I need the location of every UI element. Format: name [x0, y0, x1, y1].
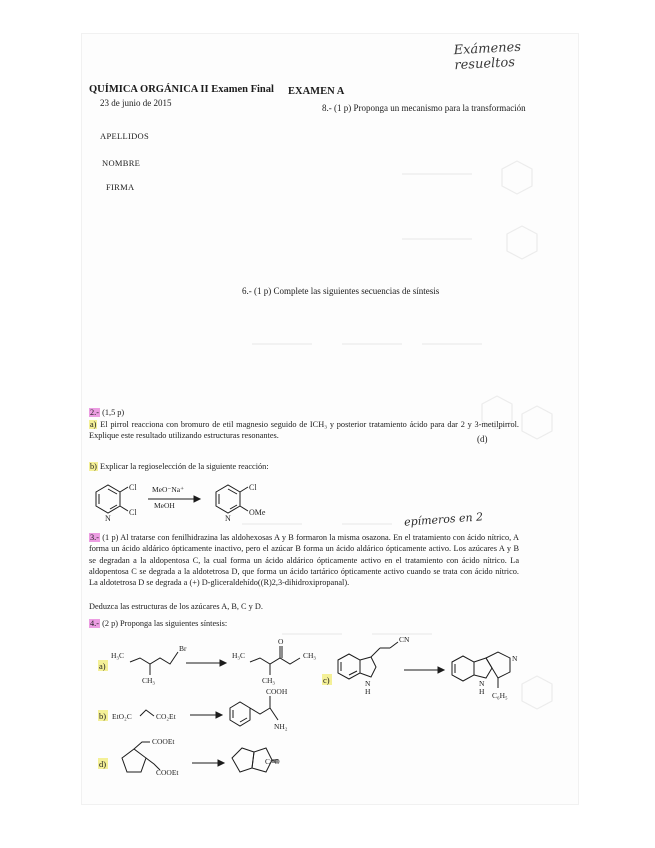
c-start-h: H	[365, 687, 371, 696]
c-start-cn: CN	[399, 635, 410, 644]
question-4-header	[89, 618, 519, 629]
exam-version: EXAMEN A	[288, 86, 345, 97]
b-start-co2et: CO₂Et	[156, 712, 176, 721]
atom-n: N	[105, 514, 111, 522]
question-2-points: (1,5 p)	[102, 408, 125, 417]
question-2b-text: Explicar la regioselección de la siguiente reacción:	[100, 462, 269, 471]
d-cooet-top: COOEt	[152, 737, 175, 746]
a-start-ch3: CH₃	[142, 676, 156, 685]
c-product-h: H	[479, 687, 485, 696]
question-2a	[89, 419, 519, 442]
product-atom-cl: Cl	[249, 483, 257, 492]
question-3-number: 3.-	[90, 533, 99, 542]
question-2-header	[89, 407, 519, 418]
atom-cl-top: Cl	[129, 483, 137, 492]
a-product-oxygen: O	[278, 637, 284, 646]
label-4c: c)	[323, 675, 330, 685]
handwritten-note-header: Exámenes resueltos	[453, 39, 522, 74]
d-product-ketone: C=O	[265, 757, 280, 766]
atom-cl-bottom: Cl	[129, 508, 137, 517]
label-4b: b)	[99, 711, 107, 721]
exam-date: 23 de junio de 2015	[100, 98, 172, 108]
question-3-conclusion: Deduzca las estructuras de los azúcares A, B, C y D.	[89, 602, 263, 611]
b-product-nh2: NH₂	[274, 722, 288, 731]
exam-page	[82, 34, 578, 804]
b-start-eto2c: EtO₂C	[112, 712, 132, 721]
label-4a: a)	[99, 661, 106, 671]
question-4-schemes	[82, 630, 578, 804]
question-2a-label: a)	[90, 420, 97, 429]
question-3-text: (1 p) Al tratarse con fenilhidrazina las aldohexosas A y B formaron la misma osazona. En el tratamiento con ácido nítrico, A forma un ácido aldárico ópticamente inactivo, pero el azúcar B forma un ácido aldárico ópticamente activo. Los azúcares A y B se degradan a la aldopentosa C, la cual forma un ácido aldárico ópticamente activo en el tratamiento con ácido nítrico. La aldopentosa C se degrada a la aldotetrosa D, que forma un ácido tartárico ópticamente activo cuando se trata con ácido nítrico. La aldotetrosa D se degrada a (+) D-gliceraldehído((R)2,3-dihidroxipropanal).	[89, 533, 520, 588]
svg-text:8.- (1 p) Proponga un mecanism: 8.- (1 p) Proponga un mecanismo para la transformación	[322, 103, 526, 113]
svg-text:6.- (1 p) Complete las siguien: 6.- (1 p) Complete las siguientes secuencias de síntesis	[242, 286, 440, 296]
a-start-br: Br	[179, 644, 187, 653]
reagent-methoxide: MeO⁻Na⁺	[152, 485, 185, 494]
product-group-ome: OMe	[249, 508, 266, 517]
a-product-ch3-right: CH₃	[303, 651, 317, 660]
d-cooet-bottom: COOEt	[156, 768, 179, 777]
b-product-cooh: COOH	[266, 687, 288, 696]
handwritten-note-epimers: epímeros en 2	[403, 510, 484, 529]
c-product-nh: N	[479, 679, 485, 688]
surname-field-label: APELLIDOS	[100, 131, 149, 141]
name-field-label: NOMBRE	[102, 158, 141, 168]
exam-title: QUÍMICA ORGÁNICA II Examen Final	[89, 84, 274, 95]
product-atom-n: N	[225, 514, 231, 522]
question-2b-label: b)	[90, 462, 97, 471]
question-2-number: 2.-	[90, 408, 99, 417]
reaction-2b-scheme	[82, 472, 322, 522]
question-2b	[89, 461, 519, 472]
a-product-h3c: H₃C	[232, 651, 246, 660]
signature-field-label: FIRMA	[106, 182, 135, 192]
reagent-methanol: MeOH	[154, 501, 175, 510]
c-product-n: N	[512, 654, 518, 663]
question-4-number: 4.-	[90, 619, 99, 628]
question-4-text: (2 p) Proponga las siguientes síntesis:	[102, 619, 228, 628]
a-product-ch3-bottom: CH₃	[262, 676, 276, 685]
c-product-phenyl: C₆H₅	[492, 691, 508, 700]
question-3	[89, 532, 519, 588]
question-2a-text: El pirrol reacciona con bromuro de etil magnesio seguido de ICH₃ y posterior tratamiento ácido para dar 2 y 3-metilpirrol. Explique este resultado utilizando estructuras resonantes.	[89, 420, 520, 441]
a-start-h3c: H₃C	[111, 651, 125, 660]
label-4d: d)	[99, 759, 107, 769]
c-start-nh: N	[365, 679, 371, 688]
svg-text:(d): (d)	[477, 434, 488, 444]
